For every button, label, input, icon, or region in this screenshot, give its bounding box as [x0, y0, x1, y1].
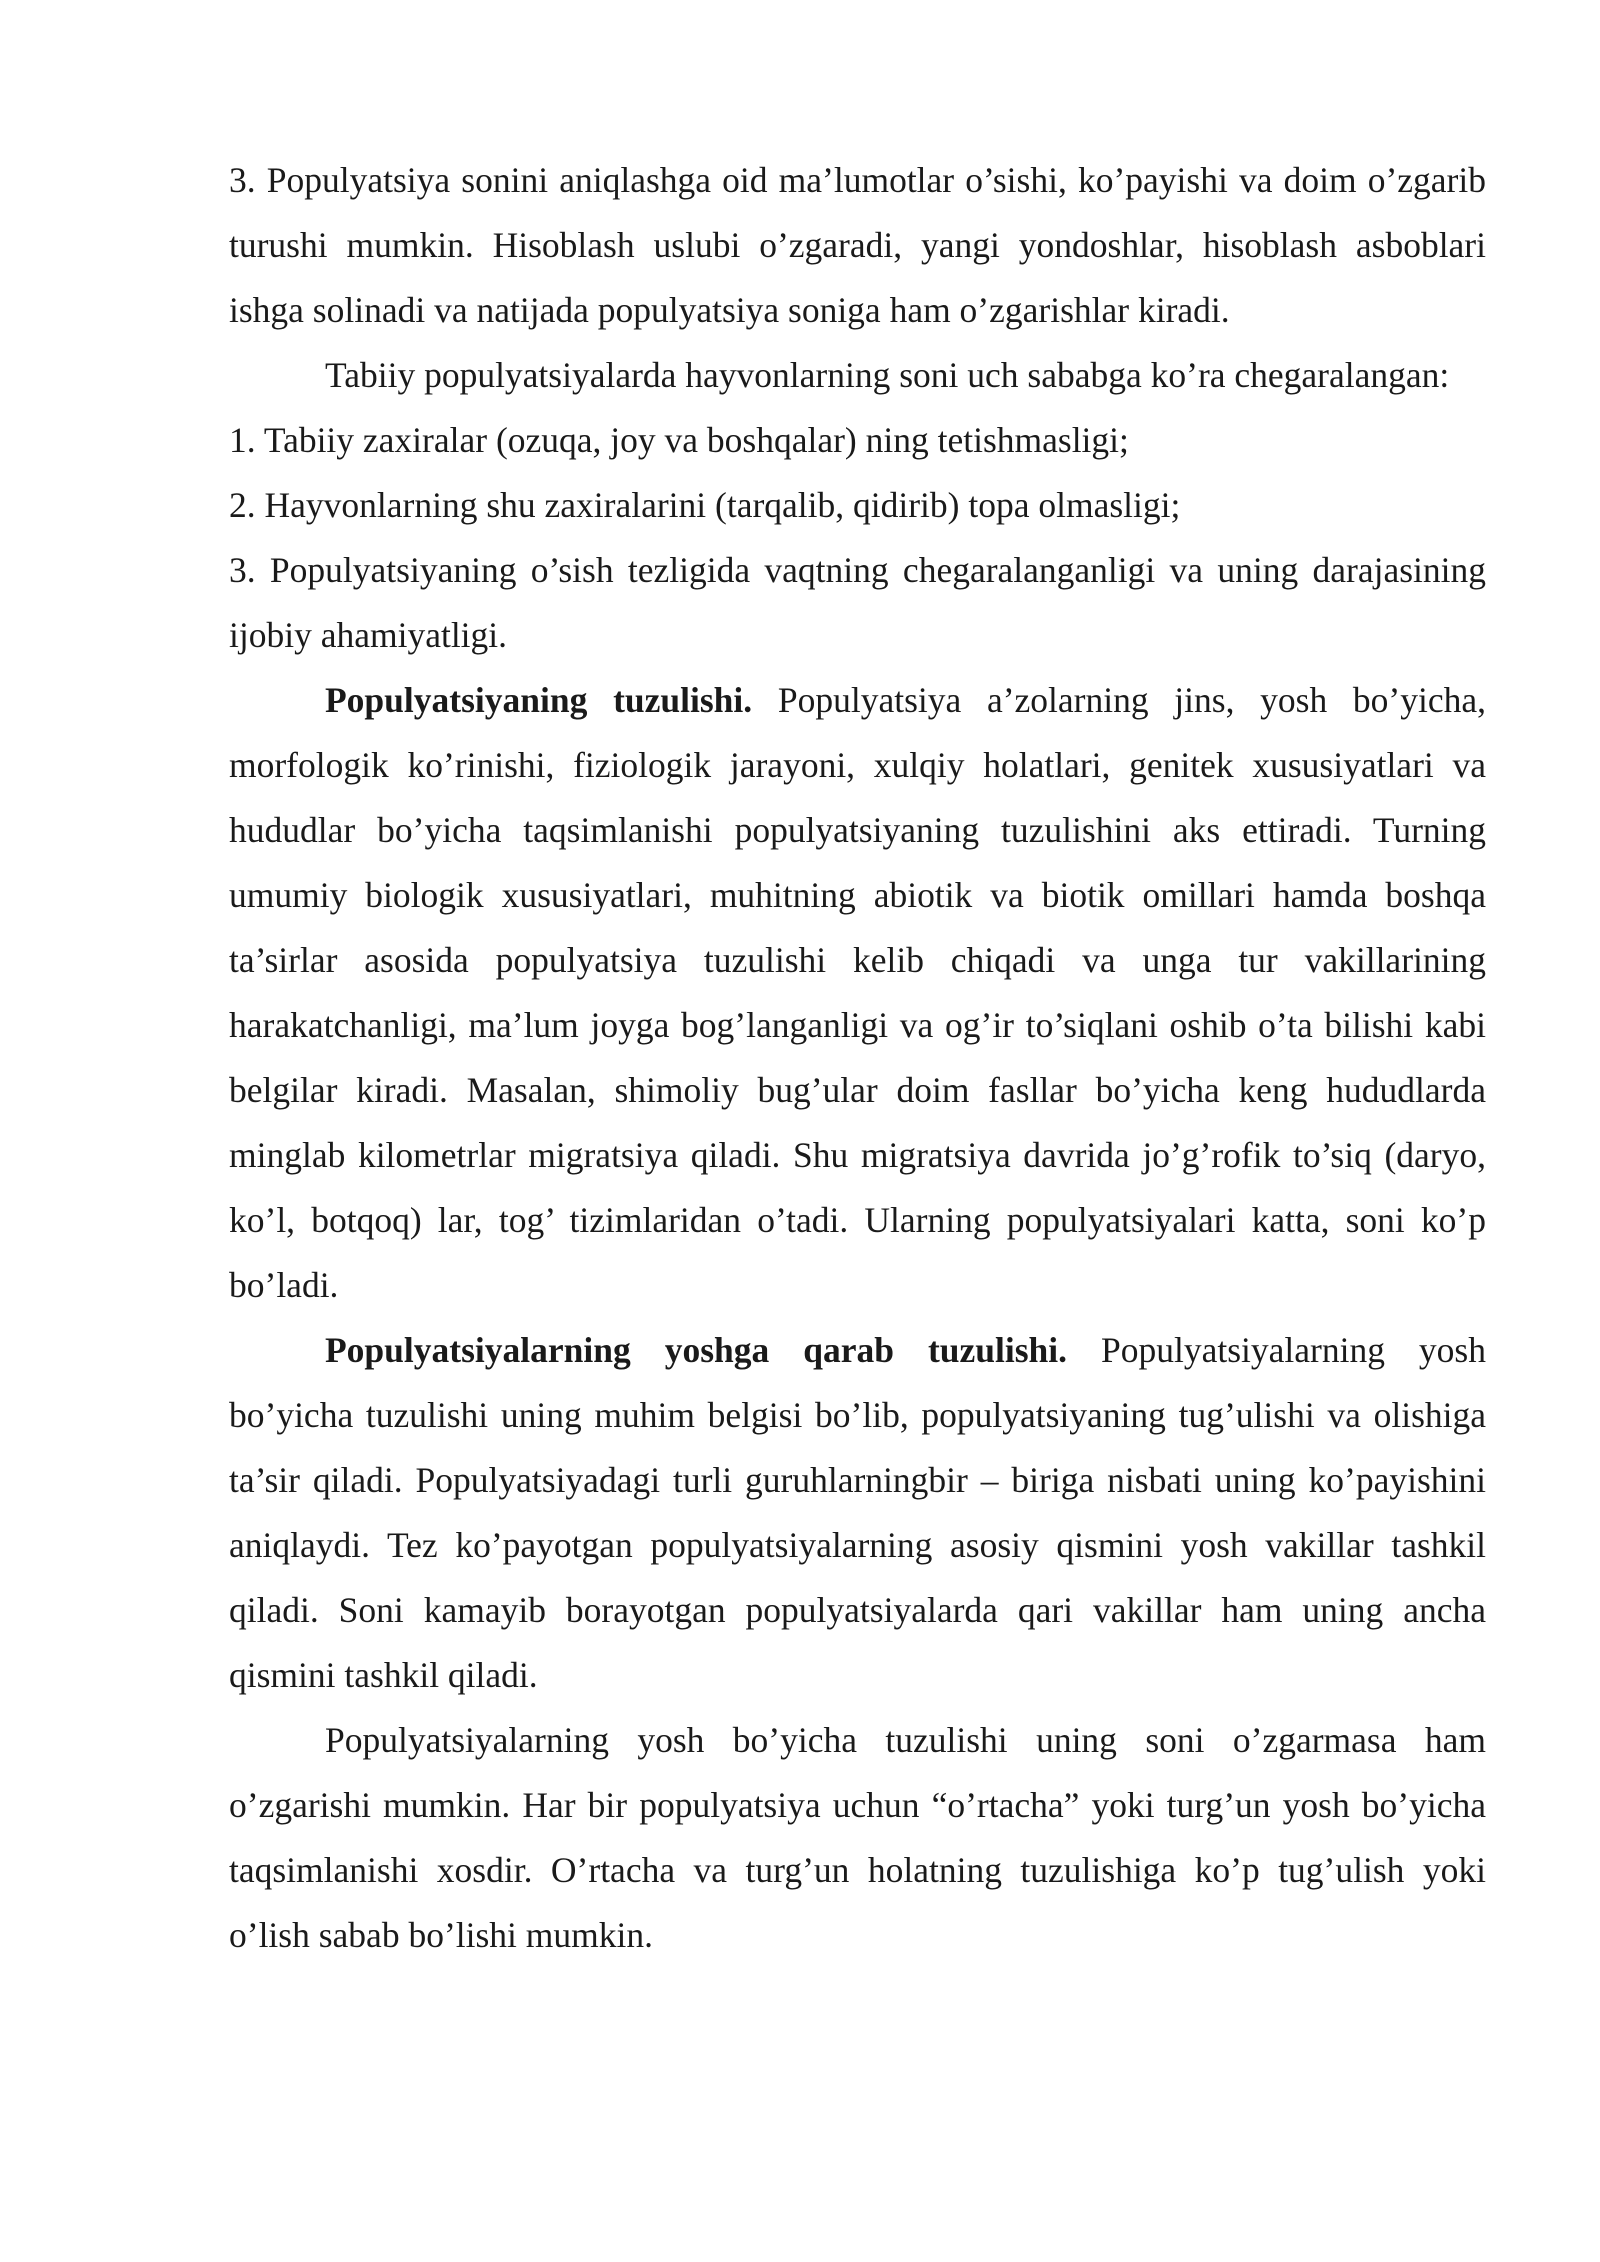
- paragraph-natural-limits-intro: [229, 343, 1486, 408]
- paragraph-text: Populyatsiyalarning yosh bo’yicha tuzulishi uning soni o’zgarmasa ham o’zgarishi mumkin. Har bir populyatsiya uchun “o’rtacha” yoki turg’un yosh bo’yicha taqsimlanishi xosdir. O’rtacha va turg’un holatning tuzulishiga ko’p tug’ulish yoki o’lish sabab bo’lishi mumkin.: [229, 1720, 1486, 1955]
- document-body: [229, 148, 1486, 1968]
- list-item-text: 1. Tabiiy zaxiralar (ozuqa, joy va boshqalar) ning tetishmasligi;: [229, 420, 1129, 460]
- paragraph-population-structure: [229, 668, 1486, 1318]
- list-item-text: 2. Hayvonlarning shu zaxiralarini (tarqalib, qidirib) topa olmasligi;: [229, 485, 1181, 525]
- paragraph-age-structure: [229, 1318, 1486, 1708]
- list-item-growth-rate: [229, 538, 1486, 668]
- list-item-resources-finding: [229, 473, 1486, 538]
- section-heading-age-structure: Populyatsiyalarning yoshga qarab tuzulishi.: [325, 1330, 1068, 1370]
- paragraph-text: Tabiiy populyatsiyalarda hayvonlarning soni uch sababga ko’ra chegaralangan:: [325, 355, 1450, 395]
- paragraph-text: Populyatsiya a’zolarning jins, yosh bo’yicha, morfologik ko’rinishi, fiziologik jarayoni, xulqiy holatlari, genitek xususiyatlari va hududlar bo’yicha taqsimlanishi populyatsiyaning tuzulishini aks ettiradi. Turning umumiy biologik xususiyatlari, muhitning abiotik va biotik omillari hamda boshqa ta’sirlar asosida populyatsiya tuzulishi kelib chiqadi va unga tur vakillarining harakatchanligi, ma’lum joyga bog’langanligi va og’ir to’siqlani oshib o’ta bilishi kabi belgilar kiradi. Masalan, shimoliy bug’ular doim fasllar bo’yicha keng hududlarda minglab kilometrlar migratsiya qiladi. Shu migratsiya davrida jo’g’rofik to’siq (daryo, ko’l, botqoq) lar, tog’ tizimlaridan o’tadi. Ularning populyatsiyalari katta, soni ko’p bo’ladi.: [229, 680, 1486, 1305]
- paragraph-population-data-change: [229, 148, 1486, 343]
- list-item-text: 3. Populyatsiyaning o’sish tezligida vaqtning chegaralanganligi va uning darajasining ijobiy ahamiyatligi.: [229, 550, 1486, 655]
- paragraph-text: 3. Populyatsiya sonini aniqlashga oid ma’lumotlar o’sishi, ko’payishi va doim o’zgarib turushi mumkin. Hisoblash uslubi o’zgaradi, yangi yondoshlar, hisoblash asboblari ishga solinadi va natijada populyatsiya soniga ham o’zgarishlar kiradi.: [229, 160, 1486, 330]
- section-heading-structure: Populyatsiyaning tuzulishi.: [325, 680, 753, 720]
- list-item-resources-shortage: [229, 408, 1486, 473]
- paragraph-age-distribution: [229, 1708, 1486, 1968]
- paragraph-text: Populyatsiyalarning yosh bo’yicha tuzulishi uning muhim belgisi bo’lib, populyatsiyaning tug’ulishi va olishiga ta’sir qiladi. Populyatsiyadagi turli guruhlarningbir – biriga nisbati uning ko’payishini aniqlaydi. Tez ko’payotgan populyatsiyalarning asosiy qismini yosh vakillar tashkil qiladi. Soni kamayib borayotgan populyatsiyalarda qari vakillar ham uning ancha qismini tashkil qiladi.: [229, 1330, 1487, 1695]
